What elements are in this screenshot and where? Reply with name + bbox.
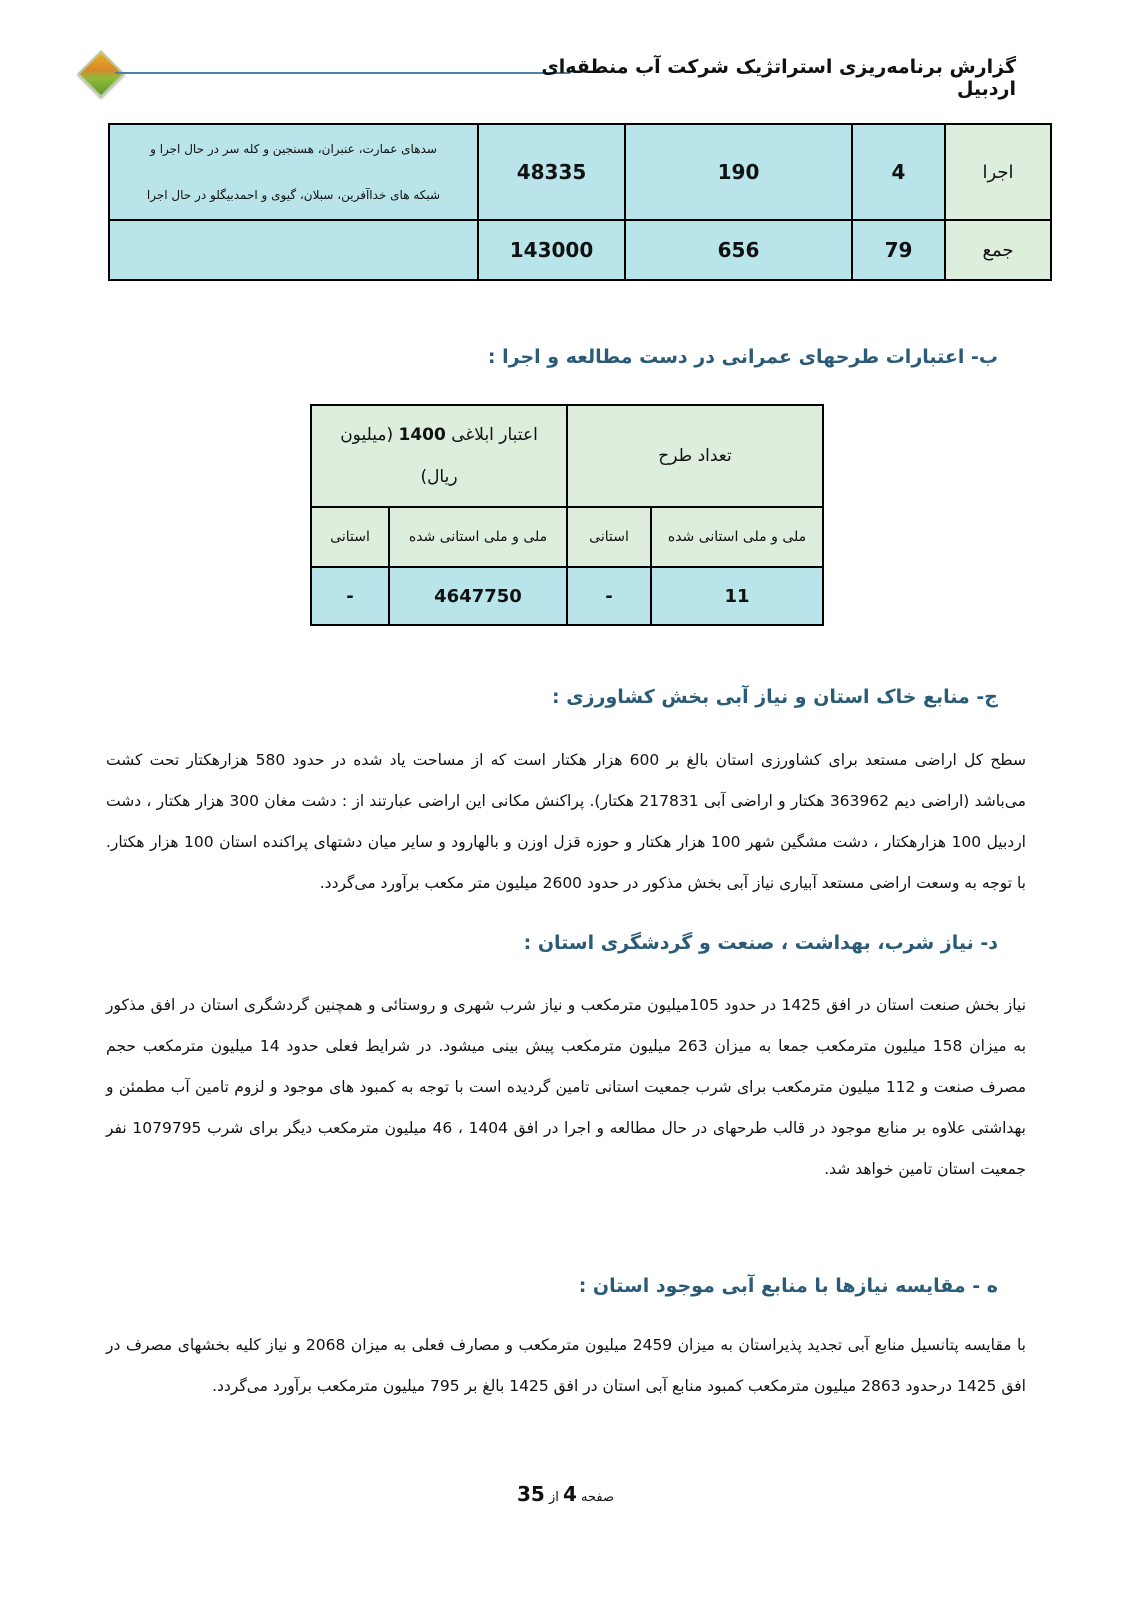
table-cell: 79 xyxy=(852,220,945,280)
table-cell xyxy=(109,220,478,280)
projects-summary-table xyxy=(108,123,1052,281)
section-c-heading: ج- منابع خاک استان و نیاز آبی بخش کشاورزی : xyxy=(551,686,998,708)
table-cell: 11 xyxy=(651,567,823,625)
section-c-paragraph: سطح کل اراضی مستعد برای کشاورزی استان بالغ بر 600 هزار هکتار است که از مساحت یاد شده در حدود 580 هزارهکتار تحت کشت می‌باشد (اراضی دیم 363962 هکتار و اراضی آبی 217831 هکتار). پراکنش مکانی این اراضی عبارتند از : دشت مغان 300 هزار هکتار ، دشت اردبیل 100 هزارهکتار ، دشت مشگین شهر 100 هزار هکتار و حوزه قزل اوزن و بالهارود و سایر میان دشتهای پراکنده استان 100 هزار هکتار. با توجه به وسعت اراضی مستعد آبیاری نیاز آبی بخش مذکور در حدود 2600 میلیون متر مکعب برآورد می‌گردد. xyxy=(106,751,1026,892)
section-d-paragraph: نیاز بخش صنعت استان در افق 1425 در حدود 105میلیون مترمکعب و نیاز شرب شهری و روستائی و همچنین گردشگری استان در افق مذکور به میزان 158 میلیون مترمکعب جمعا به میزان 263 میلیون مترمکعب پیش بینی میشود. در شرایط فعلی حدود 14 میلیون مترمکعب حجم مصرف صنعت و 112 میلیون مترمکعب برای شرب جمعیت استانی تامین گردیده است با توجه به کمبود های موجود و لزوم تامین آب مطمئن و بهداشتی علاوه بر منابع موجود در قالب طرحهای در حال مطالعه و اجرا در افق 1404 ، 46 میلیون مترمکعب دیگر برای شرب 1079795 نفر جمعیت استان تامین خواهد شد. xyxy=(106,996,1027,1178)
note-line: شبکه های خداآفرین، سبلان، گیوی و احمدبیگلو در حال اجرا xyxy=(146,188,441,202)
header-credit-line1 xyxy=(312,414,566,456)
note-line: سدهای عمارت، عنبران، هسنجین و کله سر در حال اجرا و xyxy=(150,142,437,156)
page-number: 4 xyxy=(562,1482,577,1506)
page-footer xyxy=(0,1482,1131,1506)
table-row xyxy=(311,567,823,625)
header-credit-line2: ریال) xyxy=(420,467,458,487)
table-cell: 143000 xyxy=(478,220,625,280)
table-cell: 4 xyxy=(852,124,945,220)
table-subheader-row xyxy=(311,507,823,567)
header-project-count: تعداد طرح xyxy=(567,405,823,507)
subheader-provincial: استانی xyxy=(311,507,389,567)
table-note-cell xyxy=(109,124,478,220)
logo-diamond-icon xyxy=(78,51,120,93)
credit-label: اعتبار ابلاغی xyxy=(451,425,538,445)
table-row xyxy=(109,220,1051,280)
of-label: از xyxy=(548,1490,559,1505)
section-e-paragraph: با مقایسه پتانسیل منابع آبی تجدید پذیراستان به میزان 2459 میلیون مترمکعب و مصارف فعلی به میزان 2068 و نیاز کلیه بخشهای مصرف در افق 1425 درحدود 2863 میلیون مترمکعب کمبود منابع آبی استان در افق 1425 بالغ بر 795 میلیون مترمکعب برآورد می‌گردد. xyxy=(106,1336,1026,1395)
row-label-total: جمع xyxy=(945,220,1051,280)
table-cell: 190 xyxy=(625,124,852,220)
report-title: گزارش برنامه‌ریزی استراتژیک شرکت آب منطقه‌ای اردبیل xyxy=(541,56,1016,100)
subheader-provincial: استانی xyxy=(567,507,651,567)
table-header-row xyxy=(311,405,823,507)
header-credit xyxy=(311,405,567,507)
subheader-national: ملی و ملی استانی شده xyxy=(389,507,567,567)
table-row xyxy=(109,124,1051,220)
table-cell: 4647750 xyxy=(389,567,567,625)
section-d-heading: د- نیاز شرب، بهداشت ، صنعت و گردشگری استان : xyxy=(523,932,998,954)
row-label-execution: اجرا xyxy=(945,124,1051,220)
subheader-national: ملی و ملی استانی شده xyxy=(651,507,823,567)
header-rule xyxy=(115,72,570,74)
section-e-heading: ه - مقایسه نیازها با منابع آبی موجود استان : xyxy=(578,1275,998,1297)
total-pages: 35 xyxy=(516,1482,545,1506)
credit-year: 1400 xyxy=(398,425,446,445)
table-cell: 656 xyxy=(625,220,852,280)
table-cell: 48335 xyxy=(478,124,625,220)
credit-unit: (میلیون xyxy=(340,425,394,445)
section-b-heading: ب- اعتبارات طرحهای عمرانی در دست مطالعه و اجرا : xyxy=(487,346,998,368)
credits-table xyxy=(310,404,824,626)
table-cell: - xyxy=(567,567,651,625)
page-label: صفحه xyxy=(581,1490,615,1505)
table-cell: - xyxy=(311,567,389,625)
